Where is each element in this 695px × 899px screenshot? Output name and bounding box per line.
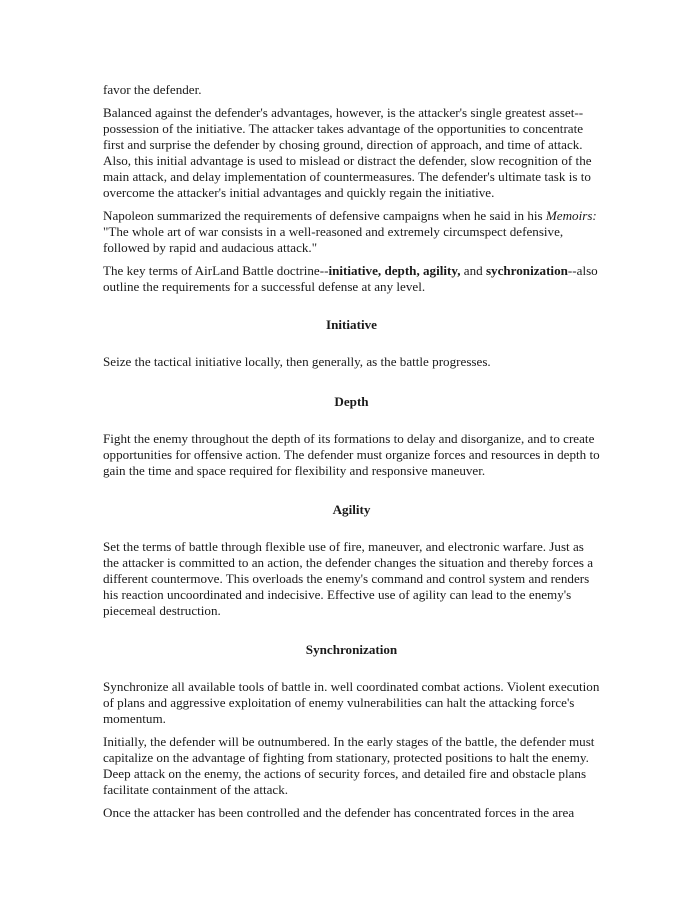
- paragraph-balanced: Balanced against the defender's advantages, however, is the attacker's single greatest asset--possession of the initiative. The attacker takes advantage of the opportunities to concentrate first and surprise the defender by chosing ground, direction of approach, and time of attack. Also, this initial advantage is used to mislead or distract the defender, slow recognition of the main attack, and delay implementation of countermeasures. The defender's ultimate task is to overcome the attacker's initial advantages and quickly regain the initiative.: [103, 105, 592, 200]
- heading-agility: Agility: [332, 502, 371, 517]
- napoleon-quote: "The whole art of war consists in a well-reasoned and extremely circumspect defensive, followed by rapid and audacious attack.": [103, 224, 564, 255]
- paragraph-initiative: Seize the tactical initiative locally, then generally, as the battle progresses.: [103, 354, 491, 369]
- heading-synchronization: Synchronization: [305, 642, 398, 657]
- paragraph-napoleon: [103, 208, 600, 256]
- paragraph-synchronization: Synchronize all available tools of battle in. well coordinated combat actions. Violent execution of plans and aggressive exploitation of enemy vulnerabilities can halt the attacking force's momentum.: [103, 679, 600, 726]
- paragraph-initially: Initially, the defender will be outnumbered. In the early stages of the battle, the defender must capitalize on the advantage of fighting from stationary, protected positions to halt the enemy. Deep attack on the enemy, the actions of security forces, and detailed fire and obstacle plans facilitate containment of the attack.: [103, 734, 595, 797]
- paragraph-key-terms: [103, 263, 600, 295]
- key-terms-bold-2: sychronization: [485, 263, 568, 278]
- memoirs-title: Memoirs:: [545, 208, 597, 223]
- napoleon-text-before: Napoleon summarized the requirements of defensive campaigns when he said in his: [103, 208, 546, 223]
- paragraph-agility: Set the terms of battle through flexible use of fire, maneuver, and electronic warfare. Just as the attacker is committed to an action, the defender changes the situation and thereby forces a different countermove. This overloads the enemy's command and control system and renders his reaction uncoordinated and indecisive. Effective use of agility can lead to the enemy's piecemeal destruction.: [103, 539, 594, 618]
- key-terms-text-2: and: [460, 263, 486, 278]
- key-terms-text-3: --also outline the requirements for a successful defense at any level.: [103, 263, 598, 294]
- document-page: [103, 82, 600, 828]
- heading-initiative: Initiative: [326, 317, 377, 332]
- paragraph-depth: Fight the enemy throughout the depth of its formations to delay and disorganize, and to create opportunities for offensive action. The defender must organize forces and resources in depth to gain the time and space required for flexibility and responsive maneuver.: [103, 431, 600, 478]
- paragraph-once: Once the attacker has been controlled and the defender has concentrated forces in the area: [103, 805, 575, 820]
- paragraph-favor: favor the defender.: [103, 82, 202, 97]
- key-terms-bold-1: initiative, depth, agility,: [328, 263, 461, 278]
- heading-depth: Depth: [334, 394, 369, 409]
- key-terms-text-1: The key terms of AirLand Battle doctrine--: [103, 263, 329, 278]
